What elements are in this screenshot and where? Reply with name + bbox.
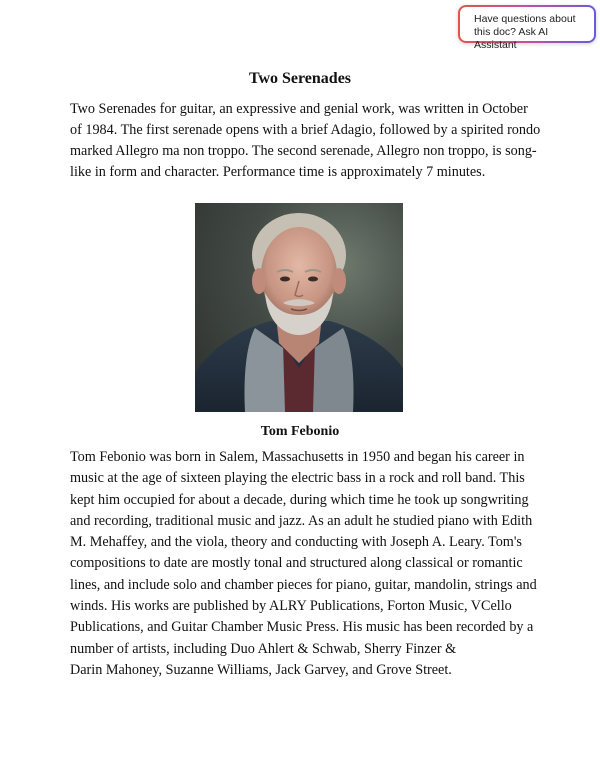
intro-paragraph: [70, 99, 541, 183]
intro-line: like in form and character. Performance time is approximately 7 minutes.: [70, 164, 486, 180]
bio-line: lines, and include solo and chamber pieces for piano, guitar, mandolin, strings and: [70, 576, 537, 593]
biography-paragraph: [70, 447, 537, 681]
bio-line: kept him occupied for about a decade, during which time he took up songwriting: [70, 491, 529, 508]
ask-ai-assistant-button[interactable]: Have questions about this doc? Ask AI Assistant: [458, 5, 596, 43]
bio-line: Publications, and Guitar Chamber Music Press. His music has been recorded by a: [70, 619, 534, 636]
bio-line: music at the age of sixteen playing the electric bass in a rock and roll band. This: [70, 470, 525, 487]
bio-line: M. Mehaffey, and the viola, theory and conducting with Joseph A. Leary. Tom's: [70, 534, 522, 551]
document-title: Two Serenades: [248, 70, 352, 87]
photo-caption: Tom Febonio: [260, 424, 340, 439]
bio-line: Darin Mahoney, Suzanne Williams, Jack Garvey, and Grove Street.: [70, 661, 452, 678]
bio-line: compositions to date are mostly tonal and structured along classical or romantic: [70, 555, 523, 572]
composer-portrait-photo: [195, 203, 403, 412]
intro-line: Two Serenades for guitar, an expressive and genial work, was written in October: [70, 101, 528, 117]
bio-line: Tom Febonio was born in Salem, Massachusetts in 1950 and began his career in: [70, 449, 525, 465]
intro-line: marked Allegro ma non troppo. The second serenade, Allegro non troppo, is song-: [70, 143, 537, 159]
bio-line: number of artists, including Duo Ahlert & Schwab, Sherry Finzer &: [70, 640, 457, 657]
bio-line: and recording, traditional music and jazz. As an adult he studied piano with Edith: [70, 512, 533, 529]
bio-line: winds. His works are published by ALRY Publications, Forton Music, VCello: [70, 598, 512, 615]
intro-line: of 1984. The first serenade opens with a brief Adagio, followed by a spirited rondo: [70, 122, 541, 138]
